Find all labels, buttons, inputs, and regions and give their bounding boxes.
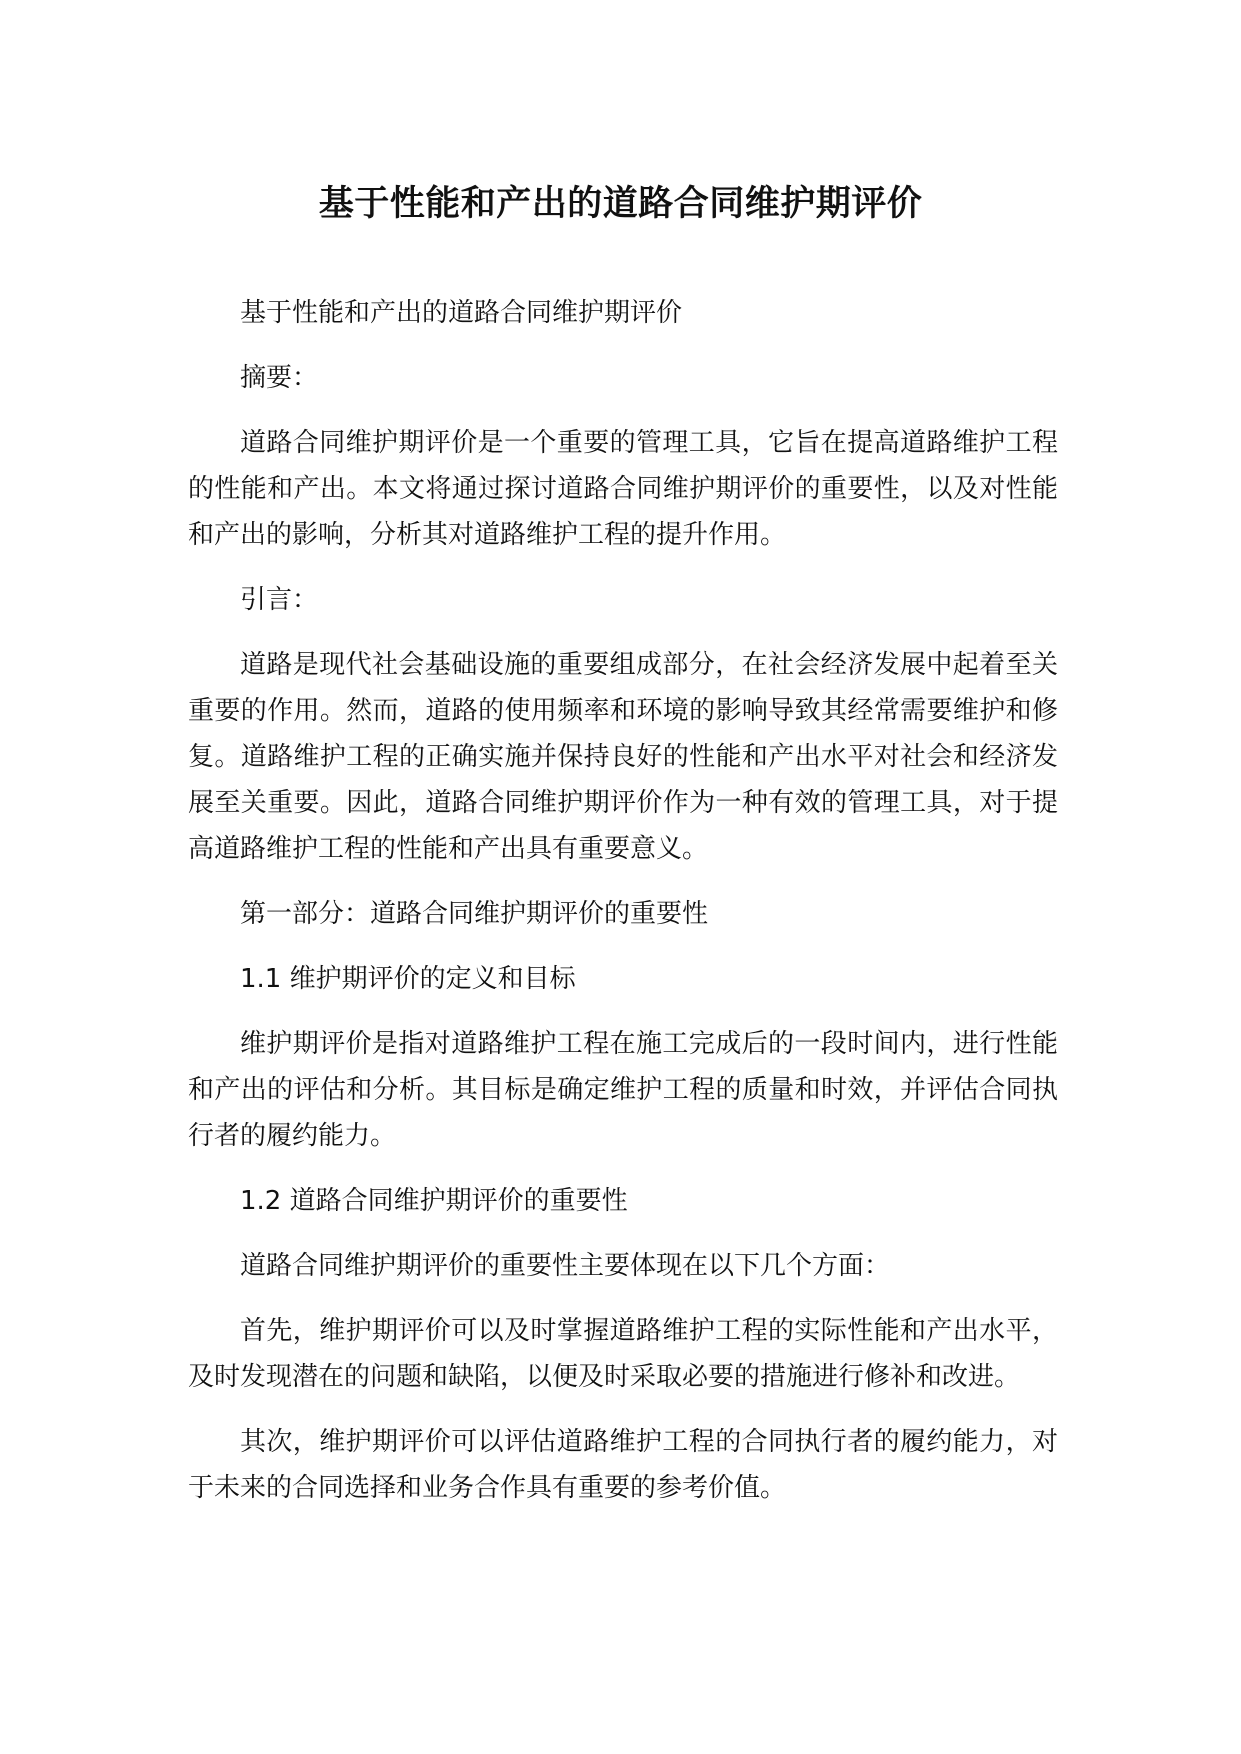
section-1-2-intro-paragraph: 道路合同维护期评价的重要性主要体现在以下几个方面：: [240, 1251, 891, 1281]
document-title: 基于性能和产出的道路合同维护期评价: [318, 184, 923, 224]
section-1-1-paragraph: 维护期评价是指对道路维护工程在施工完成后的一段时间内，进行性能和产出的评估和分析。其目标是确定维护工程的质量和时效，并评估合同执行者的履约能力。: [188, 1029, 1058, 1151]
abstract-paragraph: 道路合同维护期评价是一个重要的管理工具，它旨在提高道路维护工程的性能和产出。本文将通过探讨道路合同维护期评价的重要性，以及对性能和产出的影响，分析其对道路维护工程的提升作用。: [188, 428, 1058, 550]
abstract-heading: 摘要：: [240, 363, 319, 393]
introduction-heading: 引言：: [240, 585, 319, 615]
section-1-1-heading: 1.1 维护期评价的定义和目标: [240, 964, 576, 994]
introduction-paragraph: 道路是现代社会基础设施的重要组成部分，在社会经济发展中起着至关重要的作用。然而，道路的使用频率和环境的影响导致其经常需要维护和修复。道路维护工程的正确实施并保持良好的性能和产出水平对社会和经济发展至关重要。因此，道路合同维护期评价作为一种有效的管理工具，对于提高道路维护工程的性能和产出具有重要意义。: [188, 650, 1058, 864]
section-1-2-heading: 1.2 道路合同维护期评价的重要性: [240, 1186, 628, 1216]
first-point-paragraph: 首先，维护期评价可以及时掌握道路维护工程的实际性能和产出水平，及时发现潜在的问题和缺陷，以便及时采取必要的措施进行修补和改进。: [188, 1316, 1058, 1392]
subtitle-paragraph: 基于性能和产出的道路合同维护期评价: [240, 298, 683, 328]
second-point-paragraph: 其次，维护期评价可以评估道路维护工程的合同执行者的履约能力，对于未来的合同选择和业务合作具有重要的参考价值。: [188, 1427, 1058, 1503]
document-body: [188, 290, 1058, 1530]
part-one-heading: 第一部分：道路合同维护期评价的重要性: [240, 899, 709, 929]
